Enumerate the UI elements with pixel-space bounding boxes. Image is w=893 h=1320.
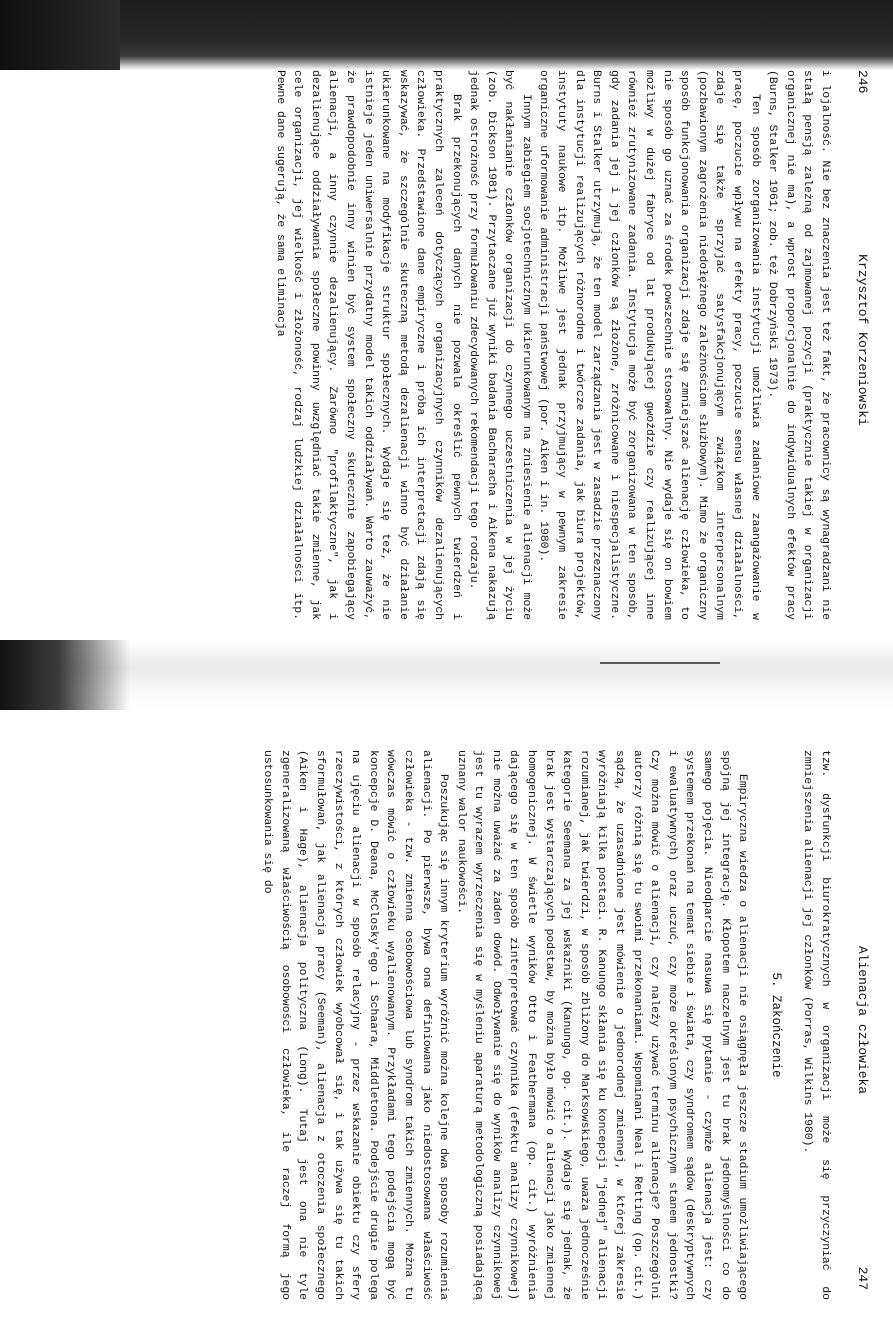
running-head <box>850 750 870 1290</box>
paragraph: Empiryczna wiedza o alienacji nie osiągnęła jeszcze stadium umożliwiającego spójną jej integrację. Kłopotem naczelnym jest tu brak jednomyślności co do samego pojęcia. Nieodparcie nasuwa się pytanie - czymże alienacja jest: czy systemem przekonań na temat siebie i świata, czy syndromem sądów (deskryptywnych i ewaluatywnych) oraz uczuć, czy może określonym psychicznym stanem jednostki? Czy można mówić o alienacji, czy należy używać terminu alienacje? Poszczególni autorzy różnią się tu swoimi przekonaniami. Wspominani Neal i Retting (op. cit.) sądzą, że uzasadnione jest mówienie o jednorodnej zmiennej, w której zakresie wyróżniają kilka postaci. R. Kanungo skłania się ku koncepcji "jednej" alienacji rozumianej, jak twierdzi, w sposób zbliżony do Marksowskiego, uważa jednocześnie kategorie Seemana za jej wskaźniki (Kanungo, op. cit.). Wydaje się jednak, że brak jest wystarczających podstaw, by można było mówić o alienacji jako zmiennej homogenicznej. W świetle wyników Otto i Feathermana (op. cit.) wyróżnienia dającego się w ten sposób zinterpretować czynnika (efektu analizy czynnikowej) nie można uważać za żaden dowód. Odwoływanie się do wyników analizy czynnikowej jest tu wyrazem wyrzeczenia się w myśleniu aparaturą metodologiczną posiadającą uznany walor naukowości. <box>454 750 749 1300</box>
page-246 <box>148 40 888 640</box>
page-247 <box>148 720 888 1320</box>
page-number: 247 <box>855 1266 870 1290</box>
section-heading: 5. Zakończenie <box>768 972 783 1078</box>
page-number: 246 <box>855 70 870 94</box>
paragraph: tzw. dysfunkcji biurokratycznych w organizacji może się przyczyniać do zmniejszenia alienacji jej członków (Porras, Wilkins 1980). <box>801 750 831 1300</box>
paragraph: Poszukując się innym kryterium wyróżnić można kolejne dwa sposoby rozumienia alienacji. Po pierwsze, bywa ona definiowana jako niedostosowana właściwość człowieka - tzw. zmienna osobowościowa lub syndrom takich zmiennych. Można tu wówczas mówić o człowieku wyalienowanym. Przykładami tego podejścia mogą być koncepcje D. Deana, McClosky'ego i Schaara, Middletona. Podejście drugie polega na ujęciu alienacji w sposób relacyjny - przez wskazanie obiektu czy sfery rzeczywistości, z których człowiek wyobcował się, i tak używa się tu takich sformułowań, jak alienacja pracy (Seeman), alienacja z otoczenia społecznego (Aiken i Hage), alienacja polityczna (Long). Tutaj jest ona nie tyle zgeneralizowaną właściwością osobowości człowieka, ile raczej formą jego ustosunkowania się do <box>261 750 450 1300</box>
running-head-title: Krzysztof Korzeniowski <box>855 254 870 426</box>
paragraph: Brak przekonujących danych nie pozwala określić pewnych twierdzeń i praktycznych zaleceń dotyczących organizacyjnych czynników dezalienujących człowieka. Przedstawione dane empiryczne i próba ich interpretacji zdają się wskazywać, że szczególnie skuteczną metodą dezalienacji winno być działanie ukierunkowane na modyfikacje struktur społecznych. Wydaje się też, że nie istnieje jeden uniwersalnie przydatny model takich oddziaływań. Warto zauważyć, że prawdopodobnie inny winien być system społeczny skutecznie zapobiegający alienacji, a inny czynnie dezalienujący. Zarówno "profilaktyczne", jak i dezalienujące oddziaływania społeczne powinny uwzględniać takie zmienne, jak cele organizacji, jej wielkość i złożoność, rodzaj ludzkiej działalności itp. Pewne dane sugerują, że sama eliminacja <box>273 70 462 620</box>
running-head-title: Alienacja człowieka <box>855 945 870 1095</box>
book-gutter-shadow <box>0 640 893 710</box>
paragraph: Innym zabiegiem socjotechnicznym ukierunkowanym na zniesienie alienacji może być nakłanianie członków organizacji do czynnego uczestniczenia w jej życiu (zob. Dickson 1981). Przytaczane już wyniki badania Bacharacha i Aikena nakazują jednak ostrożność przy formułowaniu zdecydowanych rekomendacji tego rodzaju. <box>467 70 532 620</box>
body-text <box>270 70 833 620</box>
running-head <box>850 70 870 610</box>
body-text <box>258 750 833 1300</box>
gutter-line <box>600 662 720 664</box>
paragraph: i lojalność. Nie bez znaczenia jest też fakt, że pracownicy są wynagradzani nie stałą pensją zależną od zajmowanej pozycji (praktycznie takiej w organizacji organicznej nie ma), a wprost proporcjonalnie do indywidualnych efektów pracy (Burns, Stalker 1961; zob. też Dobrzyński 1973). <box>766 70 831 620</box>
paragraph: Ten sposób zorganizowania instytucji umożliwia zadaniowe zaangażowanie w pracę, poczucie wpływu na efekty pracy, poczucie sensu własnej działalności, zdaje się także sprzyjać satysfakcjonującym związkom interpersonalnym (pozbawionym zagrożenia niedołężnego zależnościom służbowym). Mimo że organiczny sposób funkcjonowania organizacji zdaje się zmniejszać alienację człowieka, to nie sposób go uznać za środek powszechnie stosowalny. Nie wydaje się on bowiem możliwy w dużej fabryce od lat produkującej gwoździe czy realizującej inne również zrutynizowane zadania. Instytucja może być zorganizowana w ten sposób, gdy zadania jej i jej członków są złożone, zróżnicowane i niespecjalistyczne. Burns i Stalker utrzymują, że ten model zarządzania jest w zasadzie przeznaczony dla instytucji realizujących różnorodne i twórcze zadania, jak biura projektów, instytuty naukowe itp. Możliwe jest jednak przyjmujący w pewnym zakresie organiczne uformowanie administracji państwowej (por. Aiken i in. 1980). <box>537 70 761 620</box>
scan-fold-mark <box>0 640 130 710</box>
